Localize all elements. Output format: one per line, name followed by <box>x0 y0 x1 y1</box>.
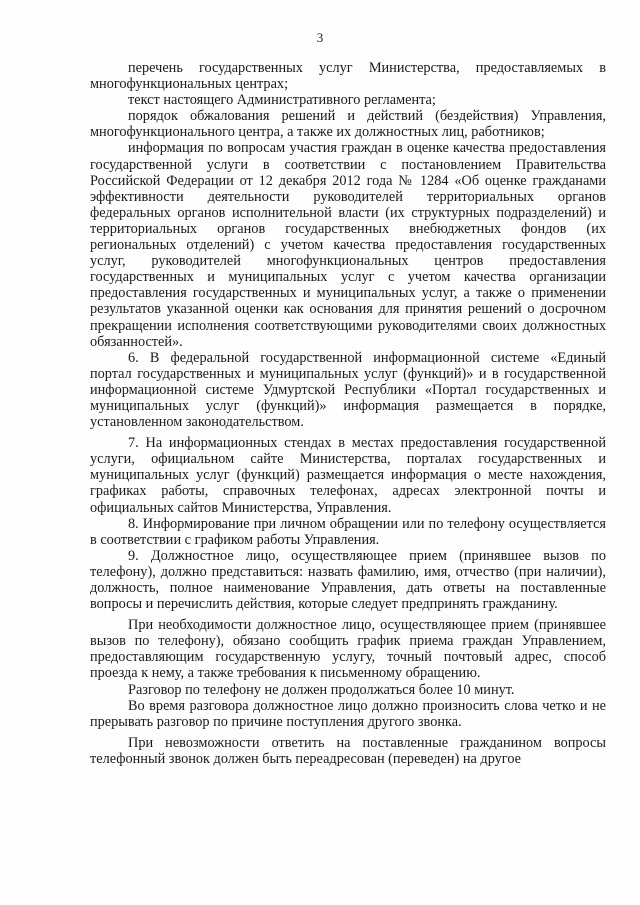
paragraph-regulation-text: текст настоящего Административного регламента; <box>128 92 436 109</box>
paragraph-call-duration: Разговор по телефону не должен продолжаться более 10 минут. <box>128 681 515 698</box>
paragraph-services-list: перечень государственных услуг Министерства, предоставляемых в многофункциональных центрах; <box>90 60 606 93</box>
paragraph-call-conduct: Во время разговора должностное лицо должно произносить слова четко и не прерывать разговор по причине поступления другого звонка. <box>90 697 606 730</box>
paragraph-appeal-procedure: порядок обжалования решений и действий (бездействия) Управления, многофункционального центра, а также их должностных лиц, работников; <box>90 108 606 141</box>
paragraph-item-8: 8. Информирование при личном обращении или по телефону осуществляется в соответствии с графиком работы Управления. <box>90 515 606 548</box>
document-body <box>90 60 606 767</box>
page-number: 3 <box>316 30 324 45</box>
paragraph-item-9: 9. Должностное лицо, осуществляющее прием (принявшее вызов по телефону), должно представиться: назвать фамилию, имя, отчество (при наличии), должность, полное наименование Управления, дать ответы на поставленные вопросы и перечислить действия, которые следует предпринять гражданину. <box>90 547 606 613</box>
paragraph-call-obligations: При необходимости должностное лицо, осуществляющее прием (принявшее вызов по телефону), обязано сообщить график приема граждан Управлением, предоставляющим государственную услугу, точный почтовый адрес, способ проезда к нему, а также требования к письменному обращению. <box>90 617 606 682</box>
paragraph-item-7: 7. На информационных стендах в местах предоставления государственной услуги, официальном сайте Министерства, порталах государственных и муниципальных услуг (функций) размещается информация о месте нахождения, графиках работы, справочных телефонах, адресах электронной почты и официальных сайтов Министерства, Управления. <box>90 435 606 516</box>
paragraph-quality-assessment: информация по вопросам участия граждан в оценке качества предоставления государственной услуги в соответствии с постановлением Правительства Российской Федерации от 12 декабря 2012 года № 1284 «Об оценке гражданами эффективности деятельности руководителей территориальных органов федеральных органов исполнительной власти (их структурных подразделений) и территориальных органов государственных внебюджетных фондов (их региональных отделений) с учетом качества предоставления государственных услуг, руководителей многофункциональных центров предоставления государственных и муниципальных услуг с учетом качества организации предоставления государственных и муниципальных услуг, а также о применении результатов указанной оценки как основания для принятия решений о досрочном прекращении исполнения соответствующими руководителями своих должностных обязанностей». <box>90 140 606 350</box>
paragraph-call-redirect: При невозможности ответить на поставленные гражданином вопросы телефонный звонок должен быть переадресован (переведен) на другое <box>90 734 606 767</box>
paragraph-item-6: 6. В федеральной государственной информационной системе «Единый портал государственных и муниципальных услуг (функций)» и в государственной информационной системе Удмуртской Республики «Портал государственных и муниципальных услуг (функций)» информация размещается в порядке, установленном законодательством. <box>90 349 606 431</box>
